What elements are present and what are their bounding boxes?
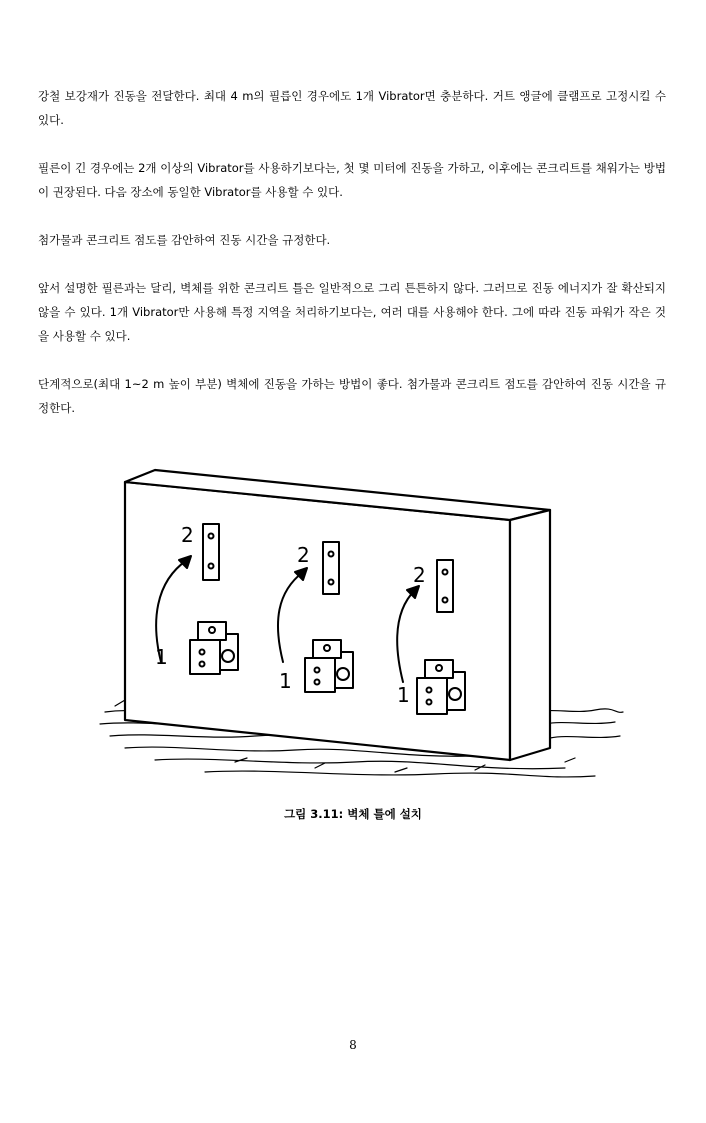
figure-caption: 그림 3.11: 벽체 틀에 설치 (284, 807, 422, 821)
label-right-1: 1 (397, 683, 410, 707)
paragraph-5: 단계적으로(최대 1~2 m 높이 부분) 벽체에 진동을 가하는 방법이 좋다. 첨가물과 콘크리트 점도를 감안하여 진동 시간을 규정한다. (38, 377, 666, 415)
paragraph-3: 첨가물과 콘크리트 점도를 감안하여 진동 시간을 규정한다. (38, 233, 331, 247)
label-middle-2: 2 (297, 543, 310, 567)
paragraph-2: 필른이 긴 경우에는 2개 이상의 Vibrator를 사용하기보다는, 첫 몇 미터에 진동을 가하고, 이후에는 콘크리트를 채워가는 방법이 권장된다. 다음 장소에 동일한 Vibrator를 사용할 수 있다. (38, 161, 666, 199)
label-middle-1: 1 (279, 669, 292, 693)
body-text (38, 84, 666, 420)
label-right-2: 2 (413, 563, 426, 587)
label-left-2: 2 (181, 523, 194, 547)
paragraph-4: 앞서 설명한 필른과는 달리, 벽체를 위한 콘크리트 틀은 일반적으로 그리 튼튼하지 않다. 그러므로 진동 에너지가 잘 확산되지 않을 수 있다. 1개 Vibrator만 사용해 특정 지역을 처리하기보다는, 여러 대를 사용해야 한다. 그에 따라 진동 파워가 작은 것을 사용할 수 있다. (38, 281, 666, 343)
paragraph-1: 강철 보강재가 진동을 전달한다. 최대 4 m의 필릅인 경우에도 1개 Vibrator면 충분하다. 거트 앵글에 클램프로 고정시킬 수 있다. (38, 89, 666, 127)
wall-formwork-drawing (95, 462, 625, 792)
wall-block (125, 470, 550, 760)
label-left-1: 1 (155, 645, 168, 669)
wall-formwork-figure (95, 462, 625, 792)
page-number: 8 (349, 1038, 357, 1052)
